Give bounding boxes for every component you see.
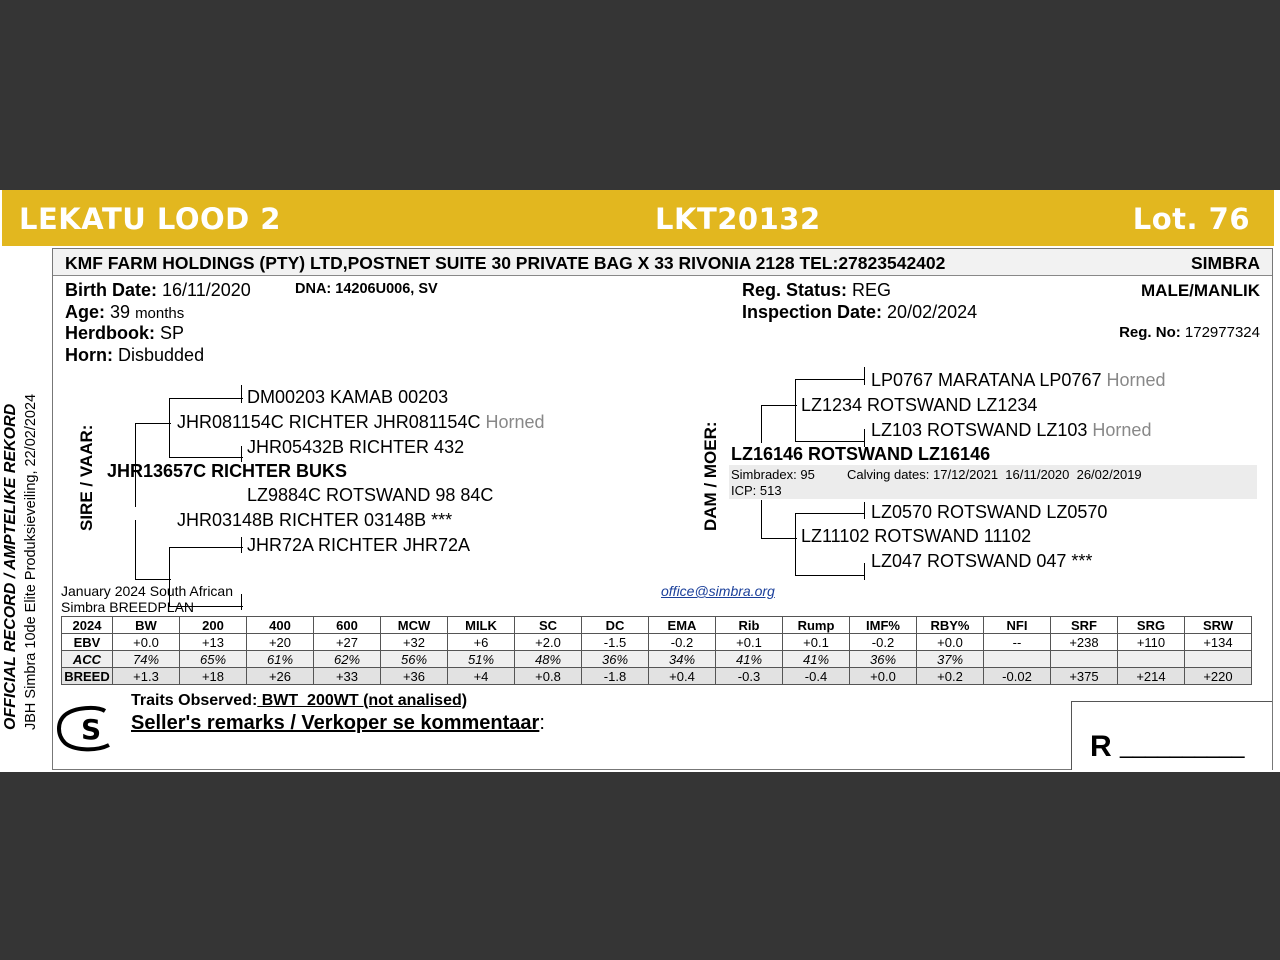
ebv-cell: EMA bbox=[649, 617, 716, 634]
price-blank: __________ bbox=[1120, 732, 1244, 759]
ebv-cell: IMF% bbox=[850, 617, 917, 634]
dam-branch-line bbox=[864, 563, 865, 580]
sire-branch-line bbox=[169, 457, 243, 458]
ebv-cell: +0.1 bbox=[716, 634, 783, 651]
reg-status: Reg. Status: REG bbox=[742, 280, 892, 300]
ebv-cell: 65% bbox=[180, 651, 247, 668]
auction-label: JBH Simbra 10de Elite Produksieveiling, 22/02/2024 bbox=[23, 393, 39, 730]
icp: ICP: 513 bbox=[731, 483, 782, 498]
sire-branch-line bbox=[241, 594, 242, 610]
dam-sire: LZ1234 ROTSWAND LZ1234 bbox=[801, 395, 1038, 415]
dam-sire-dam: LZ103 ROTSWAND LZ103 Horned bbox=[871, 420, 1152, 440]
ebv-cell: +0.8 bbox=[515, 668, 582, 685]
ebv-cell: 41% bbox=[716, 651, 783, 668]
sire-branch-line bbox=[241, 537, 242, 553]
dam-branch-line bbox=[864, 367, 865, 385]
ebv-cell: Rump bbox=[783, 617, 850, 634]
ebv-row-label: BREED bbox=[62, 668, 113, 685]
ebv-cell: +33 bbox=[314, 668, 381, 685]
ebv-cell: +20 bbox=[247, 634, 314, 651]
dam-branch-line bbox=[795, 575, 865, 576]
ebv-cell: -0.02 bbox=[984, 668, 1051, 685]
dam-branch-line bbox=[795, 513, 796, 575]
dam-branch-line bbox=[761, 500, 762, 538]
lot-number: Lot. 76 bbox=[1132, 202, 1250, 236]
ebv-cell: BW bbox=[113, 617, 180, 634]
dam-branch-line bbox=[795, 441, 865, 442]
breed-label: SIMBRA bbox=[1190, 253, 1260, 273]
ebv-cell: MCW bbox=[381, 617, 448, 634]
ebv-cell: RBY% bbox=[917, 617, 984, 634]
ebv-cell: +1.3 bbox=[113, 668, 180, 685]
price-box[interactable] bbox=[1071, 701, 1272, 770]
birth-date: Birth Date: 16/11/2020 bbox=[65, 280, 251, 300]
ebv-cell: +0.1 bbox=[783, 634, 850, 651]
ebv-cell: +0.0 bbox=[113, 634, 180, 651]
ebv-cell: -1.5 bbox=[582, 634, 649, 651]
ebv-cell: NFI bbox=[984, 617, 1051, 634]
ebv-cell: 600 bbox=[314, 617, 381, 634]
ebv-cell: -0.4 bbox=[783, 668, 850, 685]
dam-dam-dam: LZ047 ROTSWAND 047 *** bbox=[871, 551, 1093, 571]
sire-branch-line bbox=[241, 385, 242, 403]
ebv-row-label: EBV bbox=[62, 634, 113, 651]
ebv-cell: 36% bbox=[582, 651, 649, 668]
dam-info-box bbox=[729, 465, 1257, 499]
sire-name: JHR13657C RICHTER BUKS bbox=[107, 461, 348, 481]
ebv-cell: 48% bbox=[515, 651, 582, 668]
ebv-cell: +134 bbox=[1185, 634, 1252, 651]
simbradex: Simbradex: 95 bbox=[731, 467, 815, 482]
animal-id: LKT20132 bbox=[655, 202, 821, 236]
sire-branch-line bbox=[135, 579, 171, 580]
ebv-cell: +220 bbox=[1185, 668, 1252, 685]
seller-remarks: Seller's remarks / Verkoper se kommentaar: bbox=[131, 712, 545, 734]
dam-side-label: DAM / MOER: bbox=[701, 421, 720, 531]
sire-branch-line bbox=[169, 547, 243, 548]
lot-banner bbox=[2, 190, 1274, 246]
ebv-cell: -- bbox=[984, 634, 1051, 651]
ebv-cell: SRF bbox=[1051, 617, 1118, 634]
owner-details: KMF FARM HOLDINGS (PTY) LTD,POSTNET SUITE 30 PRIVATE BAG X 33 RIVONIA 2128 TEL:27823542402 bbox=[65, 253, 946, 273]
sire-dam: JHR03148B RICHTER 03148B *** bbox=[177, 510, 453, 530]
ebv-cell: +2.0 bbox=[515, 634, 582, 651]
ebv-table bbox=[61, 616, 1252, 685]
ebv-cell: -0.3 bbox=[716, 668, 783, 685]
dam-name: LZ16146 ROTSWAND LZ16146 bbox=[731, 444, 991, 464]
sire-branch-line bbox=[241, 446, 242, 462]
traits-observed: Traits Observed: BWT 200WT (not analised) bbox=[131, 692, 468, 709]
ebv-row-label: 2024 bbox=[62, 617, 113, 634]
sire-sire: JHR081154C RICHTER JHR081154C Horned bbox=[177, 412, 545, 432]
herdbook: Herdbook: SP bbox=[65, 323, 185, 343]
ebv-cell: +32 bbox=[381, 634, 448, 651]
ebv-cell: 74% bbox=[113, 651, 180, 668]
calving-dates: Calving dates: 17/12/2021 16/11/2020 26/02/2019 bbox=[847, 467, 1142, 482]
sale-card bbox=[0, 190, 1280, 772]
ebv-cell: +375 bbox=[1051, 668, 1118, 685]
dam-branch-line bbox=[795, 379, 796, 441]
ebv-cell: +36 bbox=[381, 668, 448, 685]
ebv-cell: 37% bbox=[917, 651, 984, 668]
ebv-row-label: ACC bbox=[62, 651, 113, 668]
svg-text:S: S bbox=[81, 713, 102, 746]
sire-branch-line bbox=[135, 520, 136, 579]
ebv-cell: +13 bbox=[180, 634, 247, 651]
ebv-cell: DC bbox=[582, 617, 649, 634]
age: Age: 39 months bbox=[65, 302, 185, 322]
ebv-cell: 36% bbox=[850, 651, 917, 668]
dam-dam-sire: LZ0570 ROTSWAND LZ0570 bbox=[871, 502, 1108, 522]
official-record-sidebar bbox=[0, 248, 52, 772]
sex-label: MALE/MANLIK bbox=[1141, 281, 1260, 300]
ebv-cell: MILK bbox=[448, 617, 515, 634]
ebv-cell: +0.0 bbox=[850, 668, 917, 685]
breedplan-line2: Simbra BREEDPLAN bbox=[61, 599, 195, 615]
ebv-cell: -0.2 bbox=[649, 634, 716, 651]
dna-info: DNA: 14206U006, SV bbox=[295, 281, 438, 297]
ebv-row-acc bbox=[62, 651, 1252, 668]
owner-bar bbox=[53, 249, 1272, 276]
sire-branch-line bbox=[169, 398, 243, 399]
sire-branch-line bbox=[169, 398, 170, 457]
ebv-cell: +6 bbox=[448, 634, 515, 651]
inspection-date: Inspection Date: 20/02/2024 bbox=[742, 302, 978, 322]
email-link[interactable]: office@simbra.org bbox=[661, 583, 775, 599]
ebv-cell: +27 bbox=[314, 634, 381, 651]
ebv-row-ebvr bbox=[62, 634, 1252, 651]
ebv-cell: +110 bbox=[1118, 634, 1185, 651]
ebv-cell: 200 bbox=[180, 617, 247, 634]
ebv-cell: +214 bbox=[1118, 668, 1185, 685]
ebv-cell: +26 bbox=[247, 668, 314, 685]
dam-branch-line bbox=[761, 405, 762, 443]
sire-sire-dam: JHR05432B RICHTER 432 bbox=[247, 437, 465, 457]
price-currency: R bbox=[1090, 730, 1112, 763]
sire-side-label: SIRE / VAAR: bbox=[77, 424, 96, 531]
ebv-cell bbox=[1118, 651, 1185, 668]
ebv-cell: SC bbox=[515, 617, 582, 634]
ebv-cell: +0.2 bbox=[917, 668, 984, 685]
animal-name: LEKATU LOOD 2 bbox=[19, 202, 281, 236]
dam-branch-line bbox=[864, 502, 865, 519]
sire-dam-sire: LZ9884C ROTSWAND 98 84C bbox=[247, 485, 494, 505]
ebv-cell: +18 bbox=[180, 668, 247, 685]
official-record-label: OFFICIAL RECORD / AMPTELIKE REKORD bbox=[2, 403, 19, 730]
ebv-cell: -0.2 bbox=[850, 634, 917, 651]
breedplan-line1: January 2024 South African bbox=[61, 583, 234, 599]
dam-branch-line bbox=[795, 379, 865, 380]
simbra-logo-icon bbox=[55, 705, 125, 753]
dam-branch-line bbox=[795, 513, 865, 514]
ebv-cell: -1.8 bbox=[582, 668, 649, 685]
ebv-cell: 56% bbox=[381, 651, 448, 668]
ebv-cell: +0.4 bbox=[649, 668, 716, 685]
record-panel bbox=[52, 248, 1273, 770]
dam-branch-line bbox=[761, 538, 797, 539]
ebv-header-row bbox=[62, 617, 1252, 634]
ebv-cell: +238 bbox=[1051, 634, 1118, 651]
sire-sire-sire: DM00203 KAMAB 00203 bbox=[247, 387, 449, 407]
dam-branch-line bbox=[761, 405, 797, 406]
ebv-cell: SRG bbox=[1118, 617, 1185, 634]
reg-number: Reg. No: 172977324 bbox=[1119, 324, 1260, 341]
ebv-cell bbox=[1051, 651, 1118, 668]
dam-sire-sire: LP0767 MARATANA LP0767 Horned bbox=[871, 370, 1166, 390]
ebv-cell: +4 bbox=[448, 668, 515, 685]
ebv-cell bbox=[984, 651, 1051, 668]
ebv-cell: 62% bbox=[314, 651, 381, 668]
ebv-cell: Rib bbox=[716, 617, 783, 634]
ebv-cell: 400 bbox=[247, 617, 314, 634]
dam-dam: LZ11102 ROTSWAND 11102 bbox=[801, 526, 1032, 546]
ebv-cell bbox=[1185, 651, 1252, 668]
ebv-cell: 61% bbox=[247, 651, 314, 668]
ebv-cell: SRW bbox=[1185, 617, 1252, 634]
sire-branch-line bbox=[135, 423, 171, 424]
ebv-cell: 41% bbox=[783, 651, 850, 668]
horn-status: Horn: Disbudded bbox=[65, 345, 205, 365]
sire-dam-dam: JHR72A RICHTER JHR72A bbox=[247, 535, 471, 555]
ebv-cell: 51% bbox=[448, 651, 515, 668]
simbra-logo bbox=[55, 705, 125, 753]
ebv-cell: 34% bbox=[649, 651, 716, 668]
ebv-cell: +0.0 bbox=[917, 634, 984, 651]
ebv-row-breed bbox=[62, 668, 1252, 685]
